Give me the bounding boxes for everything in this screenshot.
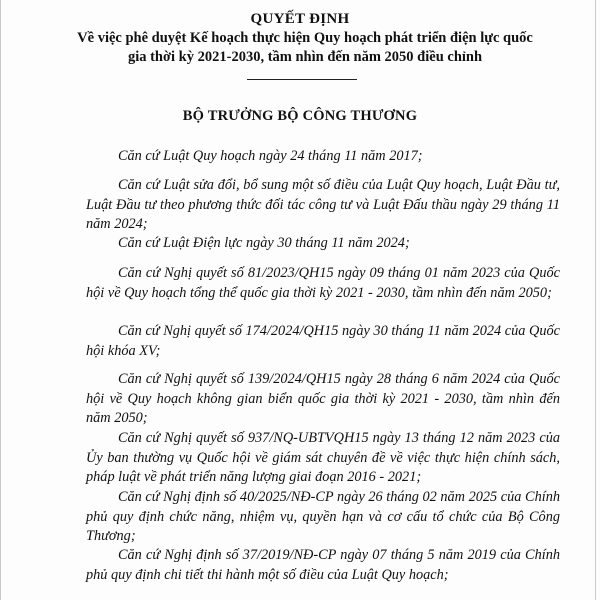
legal-basis-2: Căn cứ Luật sửa đổi, bổ sung một số điều của Luật Quy hoạch, Luật Đầu tư, Luật Đầu tư theo phương thức đối tác công tư và Luật Đấu thầu ngày 29 tháng 11 năm 2024; <box>86 177 560 232</box>
issuing-authority: BỘ TRƯỞNG BỘ CÔNG THƯƠNG <box>182 108 418 124</box>
legal-basis-3: Căn cứ Luật Điện lực ngày 30 tháng 11 năm 2024; <box>118 235 410 251</box>
legal-basis-8: Căn cứ Nghị định số 40/2025/NĐ-CP ngày 26 tháng 02 năm 2025 của Chính phủ quy định chức năng, nhiệm vụ, quyền hạn và cơ cấu tổ chức của Bộ Công Thương; <box>86 489 560 544</box>
legal-basis-5: Căn cứ Nghị quyết số 174/2024/QH15 ngày 30 tháng 11 năm 2024 của Quốc hội khóa XV; <box>86 323 560 359</box>
decision-subtitle: Về việc phê duyệt Kế hoạch thực hiện Quy hoạch phát triển điện lực quốc gia thời kỳ 2021-2030, tầm nhìn đến năm 2050 điều chỉnh <box>77 30 533 65</box>
decision-title: QUYẾT ĐỊNH <box>250 11 350 27</box>
title-divider <box>247 79 357 80</box>
page-left-edge <box>0 0 1 600</box>
legal-basis-6: Căn cứ Nghị quyết số 139/2024/QH15 ngày 28 tháng 6 năm 2024 của Quốc hội về Quy hoạch không gian biển quốc gia thời kỳ 2021 - 2030, tầm nhìn đến năm 2050; <box>86 371 560 426</box>
legal-basis-4: Căn cứ Nghị quyết số 81/2023/QH15 ngày 09 tháng 01 năm 2023 của Quốc hội về Quy hoạch tổng thể quốc gia thời kỳ 2021 - 2030, tầm nhìn đến năm 2050; <box>86 265 560 301</box>
legal-basis-9: Căn cứ Nghị định số 37/2019/NĐ-CP ngày 07 tháng 5 năm 2019 của Chính phủ quy định chi tiết thi hành một số điều của Luật Quy hoạch; <box>86 547 560 583</box>
page-right-edge <box>595 0 596 600</box>
legal-basis-1: Căn cứ Luật Quy hoạch ngày 24 tháng 11 năm 2017; <box>118 148 423 164</box>
legal-basis-7: Căn cứ Nghị quyết số 937/NQ-UBTVQH15 ngày 13 tháng 12 năm 2023 của Ủy ban thường vụ Quốc hội về giám sát chuyên đề về việc thực hiện chính sách, pháp luật về phát triển năng lượng giai đoạn 2016 - 2021; <box>86 430 560 485</box>
